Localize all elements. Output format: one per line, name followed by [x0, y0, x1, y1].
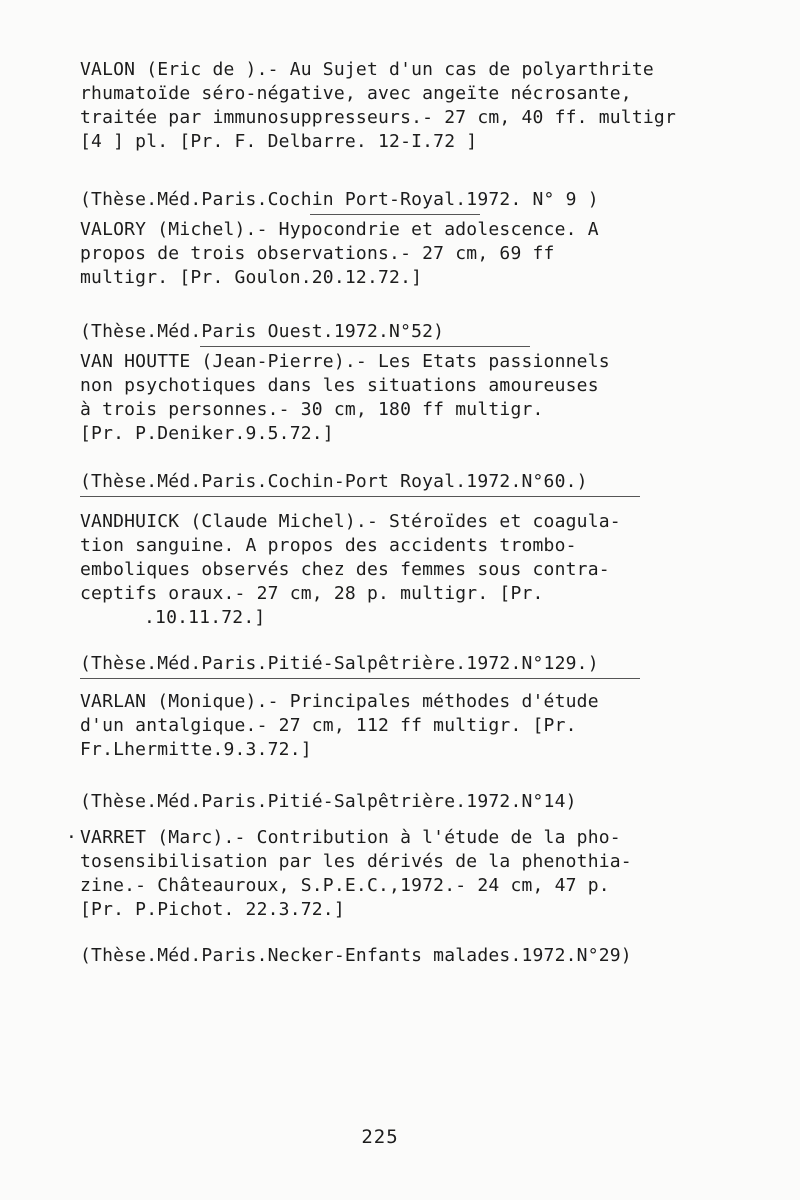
entry-line: d'un antalgique.- 27 cm, 112 ff multigr. [Pr. — [80, 715, 577, 736]
entry-source: (Thèse.Méd.Paris.Cochin-Port Royal.1972.N°60.) — [80, 471, 588, 492]
entry-line: VARRET (Marc).- Contribution à l'étude de la pho- — [80, 827, 621, 848]
entry-source: (Thèse.Méd.Paris.Cochin Port-Royal.1972. N° 9 ) — [80, 189, 599, 210]
bibliography-entry-van-houtte — [80, 350, 720, 497]
separator-rule — [310, 214, 480, 215]
entry-line: .10.11.72.] — [144, 607, 266, 628]
separator-rule — [200, 346, 530, 347]
entry-line: non psychotiques dans les situations amoureuses — [80, 375, 599, 396]
bibliography-entry-valory — [80, 218, 720, 347]
entry-line: tion sanguine. A propos des accidents trombo- — [80, 535, 577, 556]
bibliography-entry-valon — [80, 58, 720, 215]
entry-line: ceptifs oraux.- 27 cm, 28 p. multigr. [Pr. — [80, 583, 544, 604]
entry-line: [Pr. P.Deniker.9.5.72.] — [80, 423, 334, 444]
entry-line: VAN HOUTTE (Jean-Pierre).- Les Etats passionnels — [80, 351, 610, 372]
entry-line: Fr.Lhermitte.9.3.72.] — [80, 739, 312, 760]
entry-source: (Thèse.Méd.Paris Ouest.1972.N°52) — [80, 321, 445, 342]
bibliography-entry-varret — [80, 826, 720, 968]
entry-source: (Thèse.Méd.Paris.Pitié-Salpêtrière.1972.N°14) — [80, 791, 577, 812]
entry-source: (Thèse.Méd.Paris.Pitié-Salpêtrière.1972.N°129.) — [80, 653, 599, 674]
margin-mark: · — [66, 827, 77, 848]
entry-line: à trois personnes.- 30 cm, 180 ff multigr. — [80, 399, 544, 420]
entry-line: traitée par immunosuppresseurs.- 27 cm, 40 ff. multigr — [80, 107, 676, 128]
entry-line: emboliques observés chez des femmes sous contra- — [80, 559, 610, 580]
entry-line: multigr. [Pr. Goulon.20.12.72.] — [80, 267, 423, 288]
entry-source: (Thèse.Méd.Paris.Necker-Enfants malades.1972.N°29) — [80, 945, 632, 966]
entry-line: zine.- Châteauroux, S.P.E.C.,1972.- 24 cm, 47 p. — [80, 875, 610, 896]
entry-line: VARLAN (Monique).- Principales méthodes d'étude — [80, 691, 599, 712]
entry-line: [Pr. P.Pichot. 22.3.72.] — [80, 899, 345, 920]
entry-line: VALORY (Michel).- Hypocondrie et adolescence. A — [80, 219, 599, 240]
entry-line: VALON (Eric de ).- Au Sujet d'un cas de polyarthrite — [80, 59, 654, 80]
entry-line: rhumatoïde séro-négative, avec angeïte nécrosante, — [80, 83, 632, 104]
entry-line: VANDHUICK (Claude Michel).- Stéroïdes et coagula- — [80, 511, 621, 532]
entry-line: [4 ] pl. [Pr. F. Delbarre. 12-I.72 ] — [80, 131, 478, 152]
bibliography-entry-varlan — [80, 690, 720, 814]
entry-line: tosensibilisation par les dérivés de la phenothia- — [80, 851, 632, 872]
page-number: 225 — [361, 1126, 399, 1148]
entry-line: propos de trois observations.- 27 cm, 69 ff — [80, 243, 555, 264]
separator-rule — [80, 496, 640, 497]
bibliography-entry-vandhuick — [80, 510, 720, 679]
separator-rule — [80, 678, 640, 679]
